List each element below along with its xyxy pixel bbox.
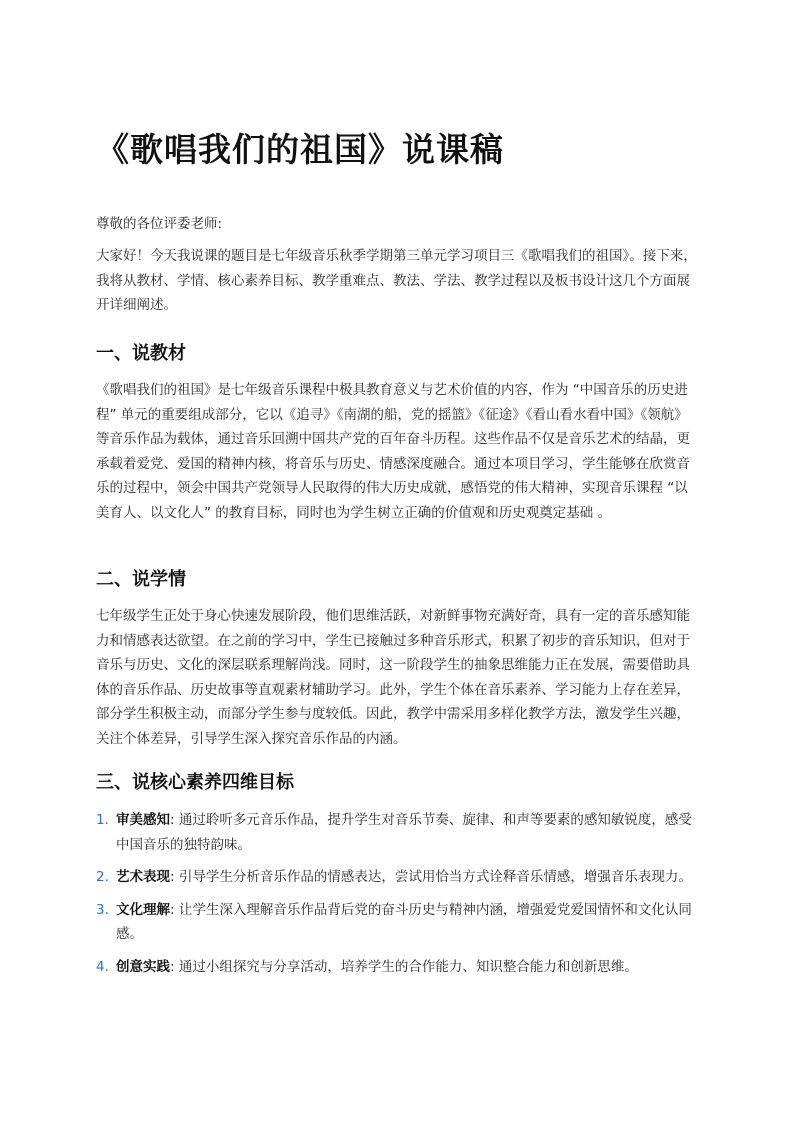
intro-paragraph: 大家好！今天我说课的题目是七年级音乐秋季学期第三单元学习项目三《歌唱我们的祖国》。接下来，我将从教材、学情、核心素养目标、教学重难点、教法、学法、教学过程以及板书设计这几个方面展开详细阐述。 bbox=[96, 248, 697, 313]
goal-item bbox=[96, 865, 698, 890]
section-heading-textbook: 一、说教材 bbox=[96, 343, 186, 364]
goal-separator: : bbox=[170, 901, 179, 918]
goal-number: 2. bbox=[96, 869, 109, 885]
goal-item bbox=[96, 955, 698, 980]
goal-term: 文化理解 bbox=[116, 901, 170, 918]
goal-text: 让学生深入理解音乐作品背后党的奋斗历史与精神内涵，增强爱党爱国情怀和文化认同感。 bbox=[116, 901, 692, 942]
goal-term: 艺术表现 bbox=[116, 869, 170, 885]
goal-text: 通过小组探究与分享活动，培养学生的合作能力、知识整合能力和创新思维。 bbox=[178, 958, 638, 975]
goal-term: 审美感知 bbox=[116, 812, 170, 828]
section-heading-goals: 三、说核心素养四维目标 bbox=[96, 772, 294, 793]
goal-number: 1. bbox=[96, 812, 109, 828]
goal-number: 4. bbox=[96, 958, 109, 975]
document-title: 《歌唱我们的祖国》说课稿 bbox=[96, 130, 504, 169]
goal-separator: : bbox=[170, 958, 179, 975]
section-body-students: 七年级学生正处于身心快速发展阶段，他们思维活跃，对新鲜事物充满好奇，具有一定的音乐感知能力和情感表达欲望。在之前的学习中，学生已接触过多种音乐形式，积累了初步的音乐知识，但对于音乐与历史、文化的深层联系理解尚浅。同时，这一阶段学生的抽象思维能力正在发展，需要借助具体的音乐作品、历史故事等直观素材辅助学习。此外，学生个体在音乐素养、学习能力上存在差异，部分学生积极主动，而部分学生参与度较低。因此，教学中需采用多样化教学方法，激发学生兴趣，关注个体差异，引导学生深入探究音乐作品的内涵。 bbox=[96, 608, 690, 747]
goal-item bbox=[96, 898, 698, 947]
goal-separator: : bbox=[170, 869, 179, 885]
goal-separator: : bbox=[170, 812, 179, 828]
goals-list bbox=[96, 808, 698, 987]
goal-text: 通过聆听多元音乐作品，提升学生对音乐节奏、旋律、和声等要素的感知敏锐度，感受中国音乐的独特韵味。 bbox=[116, 812, 692, 853]
section-heading-students: 二、说学情 bbox=[96, 569, 186, 590]
goal-item bbox=[96, 808, 698, 857]
section-body-textbook: 《歌唱我们的祖国》是七年级音乐课程中极具教育意义与艺术价值的内容，作为 “中国音乐的历史进程” 单元的重要组成部分，它以《追寻》《南湖的船，党的摇篮》《征途》《看山看水看中国》《领航》等音乐作品为载体，通过音乐回溯中国共产党的百年奋斗历程。这些作品不仅是音乐艺术的结晶，更承载着爱党、爱国的精神内核，将音乐与历史、情感深度融合。通过本项目学习，学生能够在欣赏音乐的过程中，领会中国共产党领导人民取得的伟大历史成就，感悟党的伟大精神，实现音乐课程 “以美育人、以文化人” 的教育目标，同时也为学生树立正确的价值观和历史观奠定基础 。 bbox=[96, 382, 690, 521]
goal-number: 3. bbox=[96, 901, 109, 918]
goal-term: 创意实践 bbox=[116, 958, 170, 975]
goal-text: 引导学生分析音乐作品的情感表达，尝试用恰当方式诠释音乐情感，增强音乐表现力。 bbox=[178, 869, 692, 885]
greeting-paragraph: 尊敬的各位评委老师: bbox=[96, 216, 223, 232]
